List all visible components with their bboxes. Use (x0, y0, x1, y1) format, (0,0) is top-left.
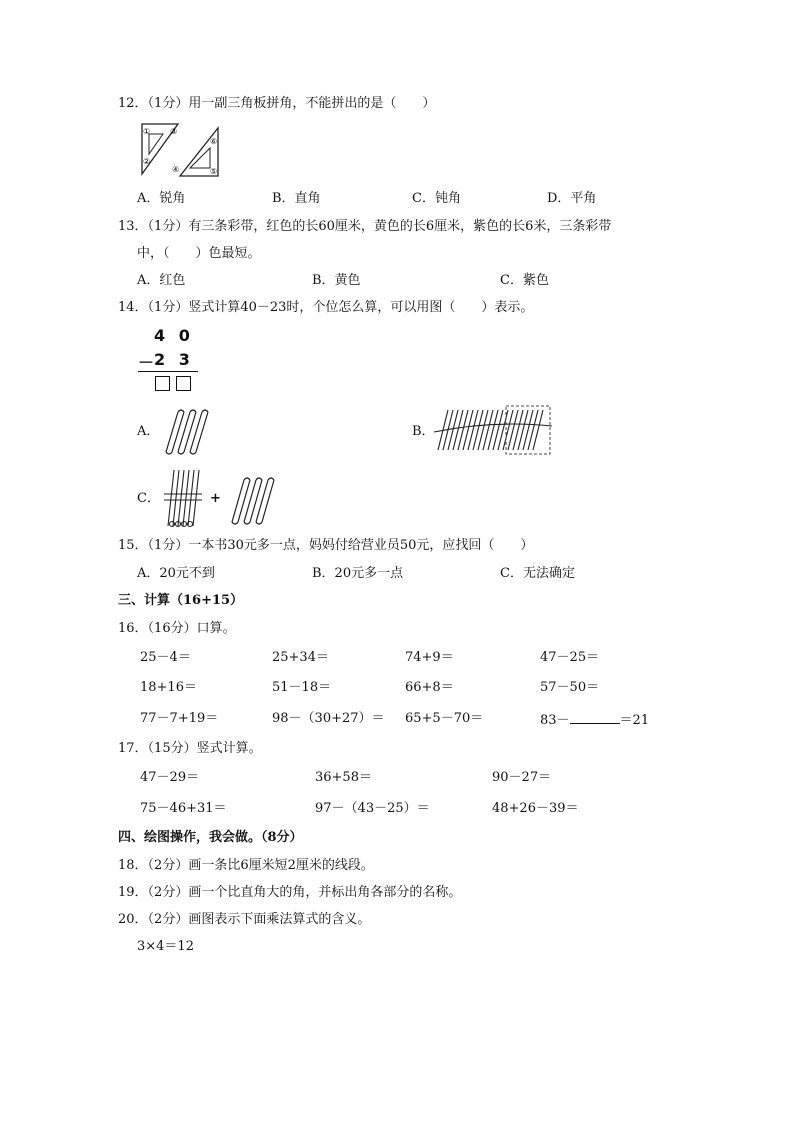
q17-item: 36+58＝ (315, 770, 372, 785)
q14-option-b[interactable]: B． (412, 424, 435, 439)
answer-blank[interactable] (570, 711, 620, 724)
vertical-subtraction-figure (138, 326, 200, 394)
q12-option-c[interactable]: C．钝角 (412, 191, 461, 206)
q17-item: 90－27＝ (492, 770, 552, 785)
q17-stem: 17．（15分）竖式计算。 (118, 741, 262, 756)
answer-box-ones (176, 376, 191, 391)
q20-formula: 3×4＝12 (137, 939, 194, 954)
q13-option-a[interactable]: A．红色 (137, 273, 186, 288)
q12-stem: 12．（1分）用一副三角板拼角，不能拼出的是（ ） (118, 96, 436, 111)
q20-stem: 20．（2分）画图表示下面乘法算式的含义。 (118, 912, 371, 927)
q12-option-d[interactable]: D．平角 (547, 191, 597, 206)
q17-item: 48+26－39＝ (492, 801, 579, 816)
fig-mark-4: ④ (172, 165, 180, 174)
q16-item-fill-blank (540, 711, 649, 729)
q13-option-c[interactable]: C．紫色 (500, 273, 549, 288)
vertical-top-number: 4 0 (154, 326, 194, 345)
stick-bundle-icon (160, 466, 204, 530)
three-sticks-icon-c (226, 474, 278, 526)
q16-item: 25－4＝ (140, 650, 191, 665)
q16-stem: 16．（16分）口算。 (118, 621, 236, 636)
vertical-operator: － (138, 353, 155, 372)
vertical-rule (138, 371, 198, 372)
q16-item: 47－25＝ (540, 650, 600, 665)
q16-item: 74+9＝ (405, 650, 454, 665)
q16-item: 65+5－70＝ (405, 711, 484, 726)
q13-stem-line2: 中，（ ）色最短。 (137, 246, 261, 261)
q15-option-b[interactable]: B．20元多一点 (312, 566, 404, 581)
q16-item: 98－（30+27）＝ (272, 711, 385, 726)
q16-item: 77－7+19＝ (140, 711, 219, 726)
q16-item: 18+16＝ (140, 680, 197, 695)
answer-box-tens (155, 376, 170, 391)
fig-mark-5: ⑤ (210, 167, 218, 176)
q15-option-a[interactable]: A．20元不到 (137, 566, 215, 581)
three-sticks-icon (160, 406, 210, 456)
q17-item: 97－（43－25）＝ (315, 801, 430, 816)
q17-item: 75－46+31＝ (140, 801, 227, 816)
q17-item: 47－29＝ (140, 770, 200, 785)
q16-last-prefix: 83－ (540, 713, 570, 728)
q16-item: 25+34＝ (272, 650, 329, 665)
q12-option-b[interactable]: B．直角 (272, 191, 321, 206)
triangle-ruler-figure (140, 122, 222, 180)
q16-item: 66+8＝ (405, 680, 454, 695)
fig-mark-3: ③ (170, 127, 178, 136)
q16-last-suffix: ＝21 (619, 713, 650, 728)
ten-sticks-crossed-icon (432, 402, 554, 456)
q16-item: 57－50＝ (540, 680, 600, 695)
fig-mark-6: ⑥ (210, 137, 218, 146)
q15-option-c[interactable]: C．无法确定 (500, 566, 575, 581)
vertical-bottom-number: 2 3 (154, 350, 194, 369)
q12-option-a[interactable]: A．锐角 (137, 191, 186, 206)
q13-stem-line1: 13．（1分）有三条彩带，红色的长60厘米，黄色的长6厘米，紫色的长6米，三条彩带 (118, 219, 612, 234)
fig-mark-1: ① (143, 127, 151, 136)
q15-stem: 15．（1分）一本书30元多一点，妈妈付给营业员50元，应找回（ ） (118, 538, 534, 553)
q16-item: 51－18＝ (272, 680, 332, 695)
section-4-title: 四、绘图操作，我会做。（8分） (118, 830, 303, 845)
q13-option-b[interactable]: B．黄色 (312, 273, 361, 288)
q14-option-a[interactable]: A． (137, 424, 160, 439)
q19-stem: 19．（2分）画一个比直角大的角，并标出角各部分的名称。 (118, 885, 462, 900)
q14-stem: 14．（1分）竖式计算40－23时，个位怎么算，可以用图（ ）表示。 (118, 300, 534, 315)
q14-option-c[interactable]: C． (137, 491, 160, 506)
section-3-title: 三、计算（16+15） (118, 593, 244, 608)
q18-stem: 18．（2分）画一条比6厘米短2厘米的线段。 (118, 858, 374, 873)
q14-plus-sign: + (210, 491, 221, 506)
fig-mark-2: ② (143, 157, 151, 166)
